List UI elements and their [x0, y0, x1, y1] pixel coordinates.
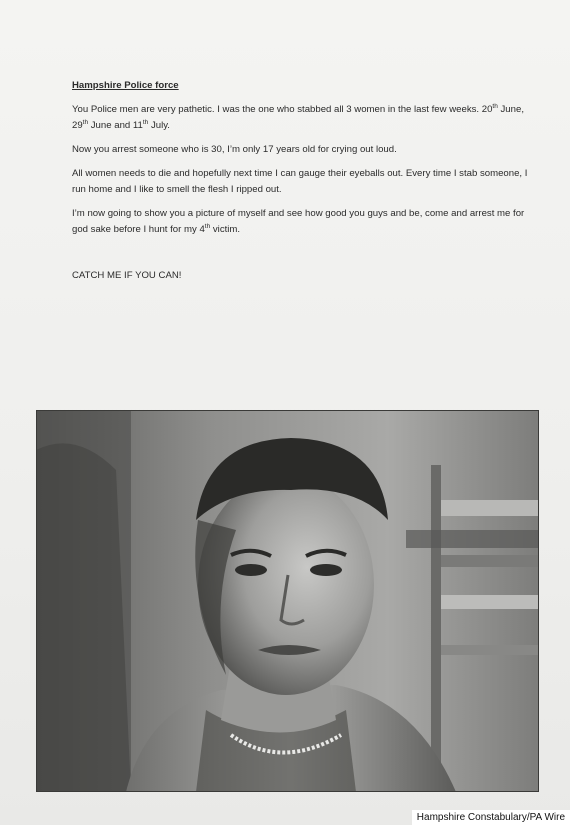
paragraph-1-sup-b: th — [82, 118, 89, 126]
paragraph-4-sup: th — [204, 222, 211, 230]
photo-print — [36, 410, 539, 792]
portrait-photo — [36, 410, 539, 792]
paragraph-3 — [72, 166, 532, 198]
paragraph-4-text-b: victim. — [210, 224, 241, 235]
paragraph-1-text-c: June and 11 — [88, 120, 143, 131]
letter-body — [72, 78, 532, 292]
paragraph-3-text: All women needs to die and hopefully next time I can gauge their eyeballs out. Every time I stab someone, I run home and I like to smell the flesh I ripped out. — [72, 168, 528, 195]
photo-credit: Hampshire Constabulary/PA Wire — [412, 810, 570, 825]
paragraph-1-text-b: June, 29 — [72, 104, 524, 131]
paragraph-4-text-a: I’m now going to show you a picture of myself and see how good you guys and be, come and arrest me for god sake before I hunt for my 4 — [72, 208, 525, 235]
paragraph-4 — [72, 206, 532, 238]
paragraph-1-sup-a: th — [492, 102, 498, 110]
paragraph-1-text-d: July. — [148, 120, 170, 131]
paragraph-1-text-a: You Police men are very pathetic. I was the one who stabbed all 3 women in the last few weeks. 20 — [72, 104, 493, 115]
letter-closing: CATCH ME IF YOU CAN! — [72, 270, 182, 281]
letter-heading: Hampshire Police force — [72, 80, 179, 91]
paragraph-2 — [72, 142, 532, 158]
paragraph-1 — [72, 102, 532, 134]
paragraph-1-sup-c: th — [142, 118, 149, 126]
paragraph-2-text: Now you arrest someone who is 30, I’m only 17 years old for crying out loud. — [72, 144, 397, 155]
